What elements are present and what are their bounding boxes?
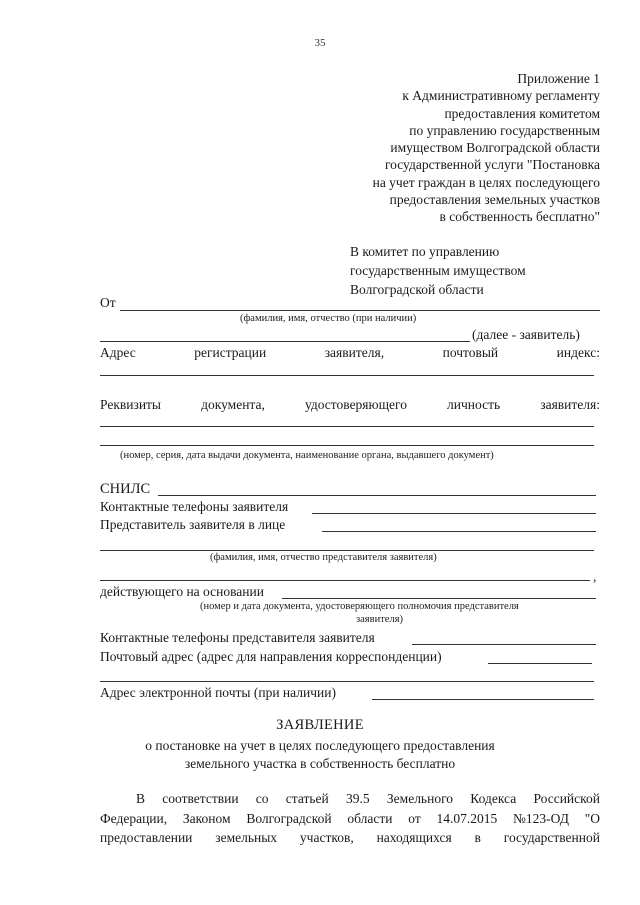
body-word: государственной [503,830,600,845]
body-word: Волгоградской [246,810,332,826]
page-number: 35 [314,37,326,49]
body-word: "О [584,810,600,826]
addressee-line: государственным имуществом [350,263,526,278]
address-word: Адрес [100,345,136,360]
addressee-line: В комитет по управлению [350,244,500,259]
body-word: находящихся [376,830,452,845]
body-word: со [255,791,269,806]
appendix-line: Приложение 1 [517,71,600,86]
address-word: почтовый [442,345,499,360]
body-word: Российской [533,791,600,806]
id-document-field-2[interactable] [100,445,594,446]
body-word: области [347,810,393,826]
applicant-name-continued-field[interactable] [100,341,470,342]
body-word: 39.5 [346,791,370,806]
appendix-line: предоставления комитетом [444,105,600,121]
body-word: В [136,791,146,806]
representative-field[interactable] [322,531,596,532]
basis-label: действующего на основании [100,584,264,599]
basis-hint-2: заявителя) [356,614,404,625]
representative-field-3[interactable] [100,580,590,581]
id-label-row [100,398,600,412]
body-word: участков, [299,830,354,845]
body-word: в [474,830,481,845]
appendix-line: предоставления земельных участков [389,192,600,208]
snils-label: СНИЛС [100,481,151,497]
id-word: документа, [201,397,265,412]
postal-address-field[interactable] [488,663,592,664]
addressee-line: Волгоградской области [350,282,484,297]
body-word: №123-ОД [513,810,569,826]
email-field[interactable] [372,699,594,700]
addressee-block [350,242,526,299]
id-word: заявителя: [540,397,600,412]
applicant-name-field[interactable] [120,310,600,311]
appendix-line: к Административному регламенту [402,88,600,104]
body-word: от [408,810,421,826]
appendix-line: имуществом Волгоградской области [390,140,600,156]
body-word: Федерации, [100,810,168,826]
body-line [100,828,600,848]
id-word: удостоверяющего [304,397,407,412]
address-word: регистрации [194,345,267,360]
fio-hint: (фамилия, имя, отчество (при наличии) [240,313,417,324]
body-word: 14.07.2015 [436,810,498,826]
appendix-line: по управлению государственным [409,122,600,138]
appendix-line: в собственность бесплатно" [439,209,600,225]
address-word: индекс: [556,345,600,360]
snils-field[interactable] [158,495,596,496]
appendix-line: государственной услуги "Постановка [384,157,600,173]
comma: , [593,569,597,584]
basis-field[interactable] [282,598,596,599]
postal-address-label: Почтовый адрес (адрес для направления корреспонденции) [100,649,442,664]
statement-title: ЗАЯВЛЕНИЕ [276,717,364,733]
address-label-row [100,346,600,360]
id-word: личность [447,397,501,412]
body-word: предоставлении [100,830,193,845]
id-hint: (номер, серия, дата выдачи документа, наименование органа, выдавшего документ) [120,450,494,461]
body-line [100,789,600,809]
representative-field-2[interactable] [100,550,594,551]
postal-address-field-2[interactable] [100,681,594,682]
from-label: От [100,295,116,310]
body-word: Земельного [386,791,454,806]
body-word: Кодекса [470,791,517,806]
applicant-suffix: (далее - заявитель) [472,327,580,342]
rep-phones-label: Контактные телефоны представителя заявителя [100,630,375,645]
appendix-header [373,70,600,226]
address-word: заявителя, [324,345,385,360]
body-word: соответствии [162,791,239,806]
statement-subtitle-2: земельного участка в собственность бесплатно [184,756,456,771]
id-document-field[interactable] [100,426,594,427]
body-word: земельных [215,830,278,845]
rep-phones-field[interactable] [412,644,596,645]
statement-body [100,789,600,848]
representative-hint: (фамилия, имя, отчество представителя заявителя) [210,552,437,563]
address-field[interactable] [100,375,594,376]
email-label: Адрес электронной почты (при наличии) [100,685,336,700]
id-word: Реквизиты [100,397,162,412]
phones-field[interactable] [312,513,596,514]
statement-subtitle: о постановке на учет в целях последующего предоставления [145,738,495,753]
phones-label: Контактные телефоны заявителя [100,499,289,514]
body-word: статьей [285,791,329,806]
appendix-line: на учет граждан в целях последующего [372,174,600,190]
basis-hint: (номер и дата документа, удостоверяющего полномочия представителя [200,601,519,612]
representative-label: Представитель заявителя в лице [100,517,286,532]
body-word: Законом [182,810,231,826]
body-line [100,809,600,829]
